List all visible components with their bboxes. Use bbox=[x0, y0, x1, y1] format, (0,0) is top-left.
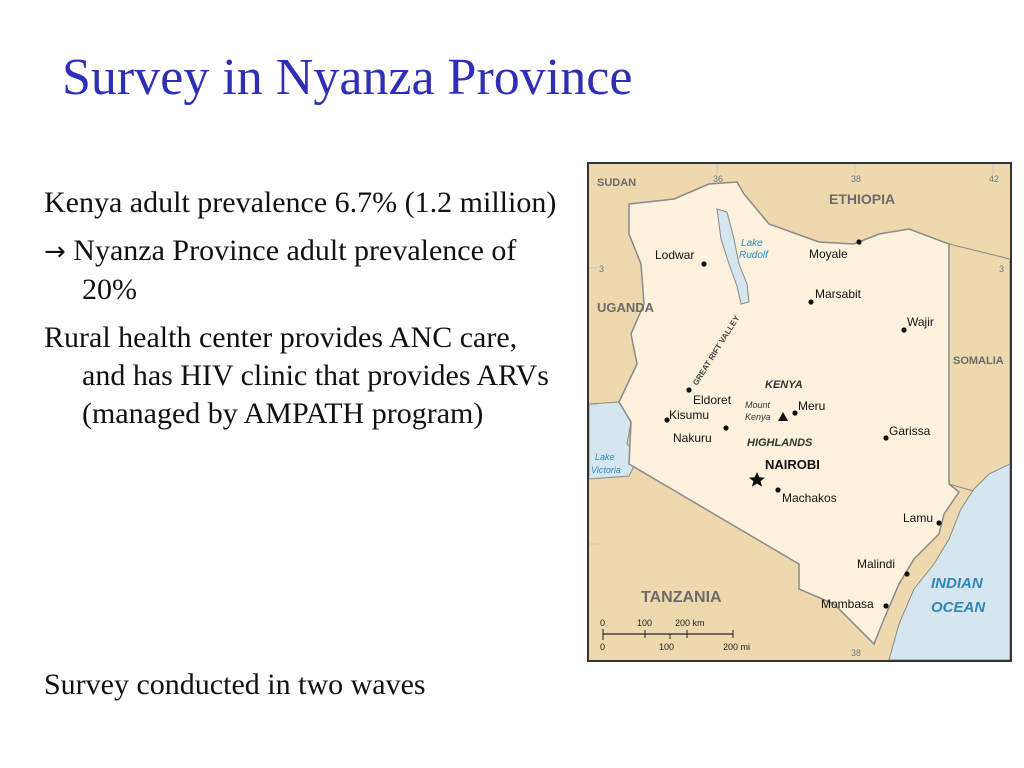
label-indian-ocean-2: OCEAN bbox=[931, 599, 986, 616]
scale-km-100: 100 bbox=[637, 618, 653, 628]
scale-km-0: 0 bbox=[600, 618, 606, 628]
label-mount-kenya-1: Mount bbox=[745, 400, 771, 410]
kenya-map bbox=[587, 162, 1012, 662]
label-indian-ocean-1: INDIAN bbox=[931, 575, 983, 592]
city-label-malindi: Malindi bbox=[857, 557, 896, 571]
city-dot-nakuru bbox=[723, 425, 728, 430]
arrow-right-icon: → bbox=[44, 237, 66, 267]
city-dot-marsabit bbox=[808, 299, 813, 304]
city-dot-garissa bbox=[883, 435, 888, 440]
bullet-nyanza-prevalence bbox=[44, 232, 564, 309]
somalia-land bbox=[949, 244, 1010, 494]
city-dot-malindi bbox=[904, 571, 909, 576]
label-great-rift-valley: GREAT RIFT VALLEY bbox=[691, 313, 742, 388]
lon-label-42: 42 bbox=[989, 174, 1000, 184]
city-label-mombasa: Mombasa bbox=[821, 597, 874, 611]
scale-km-200: 200 km bbox=[675, 618, 705, 628]
lon-label-40: 38 bbox=[851, 648, 862, 658]
label-highlands: HIGHLANDS bbox=[747, 437, 813, 449]
city-dot-lamu bbox=[936, 520, 941, 525]
city-dot-wajir bbox=[901, 327, 906, 332]
lat-label-3-right: 3 bbox=[999, 264, 1005, 274]
label-ethiopia: ETHIOPIA bbox=[829, 191, 896, 207]
bullet-list bbox=[44, 184, 564, 443]
city-dot-meru bbox=[792, 410, 797, 415]
label-sudan: SUDAN bbox=[597, 177, 637, 189]
survey-waves-text: Survey conducted in two waves bbox=[44, 668, 426, 701]
city-label-marsabit: Marsabit bbox=[815, 287, 862, 301]
city-label-nakuru: Nakuru bbox=[673, 431, 712, 445]
city-label-eldoret: Eldoret bbox=[693, 393, 732, 407]
city-label-nairobi: NAIROBI bbox=[765, 457, 820, 472]
city-dot-machakos bbox=[775, 487, 780, 492]
city-dot-lodwar bbox=[701, 261, 706, 266]
bullet-kenya-prevalence: Kenya adult prevalence 6.7% (1.2 million) bbox=[44, 186, 557, 219]
slide-title: Survey in Nyanza Province bbox=[62, 49, 633, 106]
city-label-wajir: Wajir bbox=[907, 315, 934, 329]
city-label-moyale: Moyale bbox=[809, 247, 848, 261]
city-label-machakos: Machakos bbox=[782, 491, 837, 505]
lon-label-36: 36 bbox=[713, 174, 724, 184]
city-dot-eldoret bbox=[686, 387, 691, 392]
city-dot-moyale bbox=[856, 239, 861, 244]
city-dot-mombasa bbox=[883, 603, 888, 608]
city-label-kisumu: Kisumu bbox=[669, 408, 710, 422]
label-uganda: UGANDA bbox=[597, 300, 655, 315]
label-lake-rudolf-2: Rudolf bbox=[739, 250, 768, 261]
city-label-meru: Meru bbox=[798, 399, 826, 413]
lat-label-3: 3 bbox=[599, 264, 605, 274]
bullet-health-center: Rural health center provides ANC care, and has HIV clinic that provides ARVs (managed by AMPATH program) bbox=[44, 321, 549, 430]
scale-mi-100: 100 bbox=[659, 642, 675, 652]
label-somalia: SOMALIA bbox=[953, 355, 1004, 367]
label-mount-kenya-2: Kenya bbox=[745, 412, 771, 422]
city-label-garissa: Garissa bbox=[889, 424, 931, 438]
bullet-nyanza-text: Nyanza Province adult prevalence of 20% bbox=[65, 234, 517, 306]
scale-mi-200: 200 mi bbox=[723, 642, 751, 652]
label-lake-rudolf-1: Lake bbox=[741, 238, 763, 249]
label-lake-victoria-1: Lake bbox=[595, 452, 615, 462]
label-kenya: KENYA bbox=[765, 379, 803, 391]
lon-label-38: 38 bbox=[851, 174, 862, 184]
city-label-lamu: Lamu bbox=[903, 511, 934, 525]
label-lake-victoria-2: Victoria bbox=[591, 465, 621, 475]
city-label-lodwar: Lodwar bbox=[655, 248, 695, 262]
label-tanzania: TANZANIA bbox=[641, 589, 722, 606]
scale-mi-0: 0 bbox=[600, 642, 606, 652]
